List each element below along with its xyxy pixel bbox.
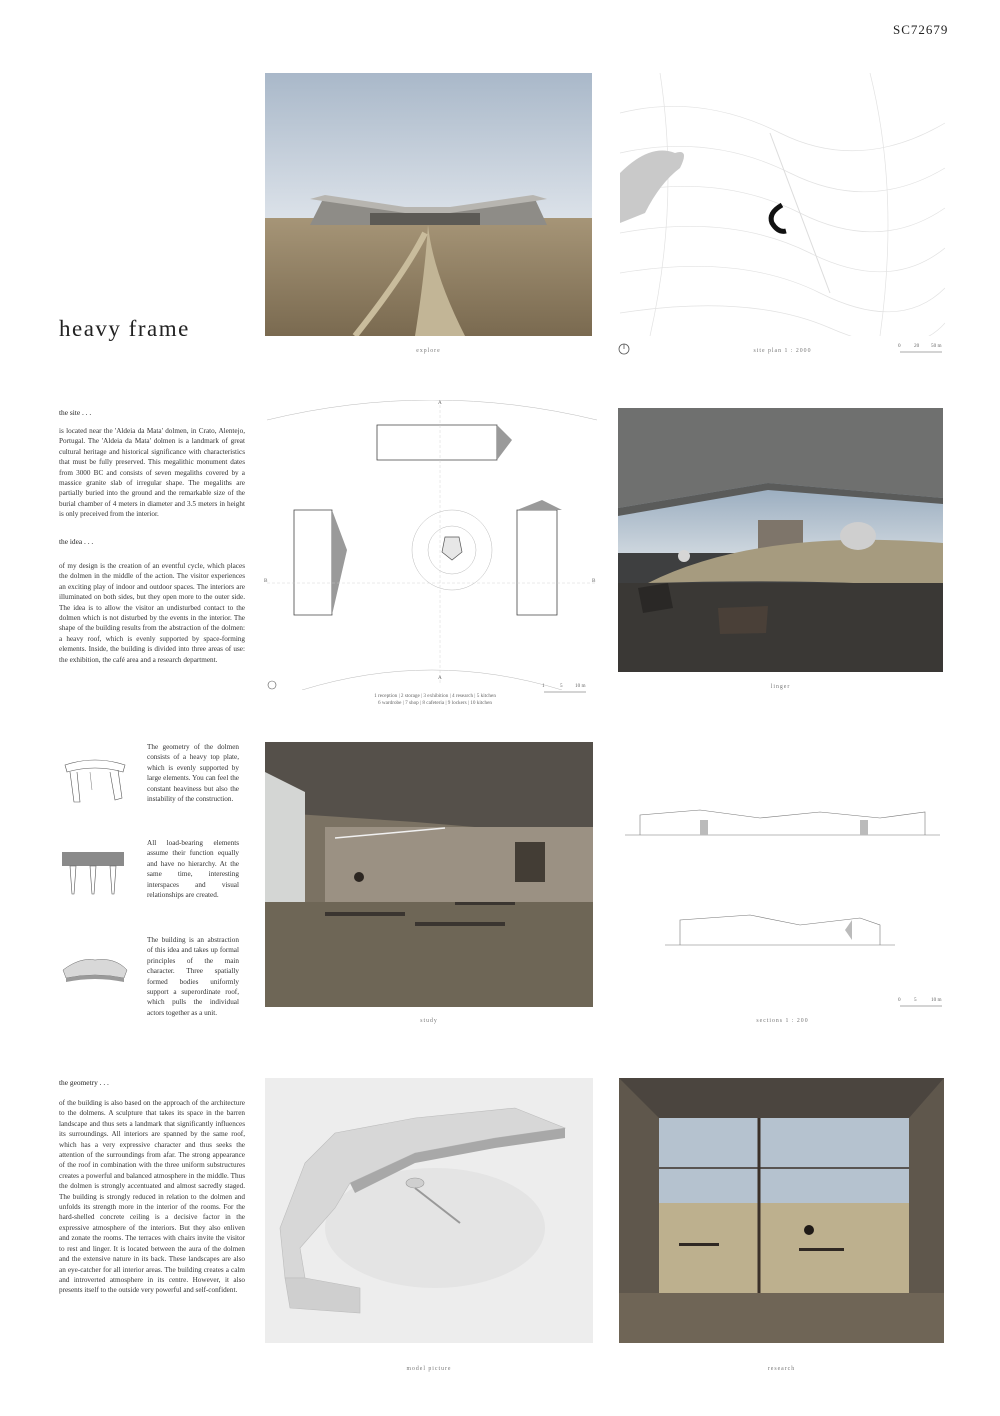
plan-scale-bar (542, 683, 588, 695)
model-caption: model picture (406, 1366, 452, 1372)
sections-scale-10: 10 m (931, 997, 942, 1003)
diagram-text-2: All load-bearing elements assume their function equally and have no hierarchy. At the same time, interesting interspaces and visual relationships are created. (147, 839, 239, 900)
floor-plan-drawing (262, 400, 602, 690)
diagram-text-1: The geometry of the dolmen consists of a heavy top plate, which is evenly supported by large elements. You can feel the constant heaviness but also the instability of the construction. (147, 743, 239, 804)
idea-heading: the idea . . . (59, 537, 94, 546)
site-scale-20: 20 (914, 343, 920, 349)
explore-caption: explore (416, 348, 441, 354)
geometry-heading: the geometry . . . (59, 1078, 109, 1087)
plan-legend-1: 1 reception | 2 storage | 3 exhibition | 4 research | 5 kitchen (374, 693, 496, 699)
north-arrow-icon (618, 343, 630, 355)
site-scale-0: 0 (898, 343, 901, 349)
load-bearing-diagram-icon (60, 850, 126, 896)
site-scale-50: 50 m (931, 343, 942, 349)
site-plan-drawing (620, 73, 945, 336)
study-render (265, 742, 593, 1007)
linger-caption: linger (770, 684, 791, 690)
sections-scale-bar (898, 997, 944, 1009)
site-heading: the site . . . (59, 408, 92, 417)
building-abstraction-icon (60, 952, 130, 986)
explore-render (265, 73, 592, 336)
plan-label-b-right: B (592, 578, 596, 584)
research-render (619, 1078, 944, 1343)
diagram-text-3: The building is an abstraction of this idea and takes up formal principles of the main character. Three spatially formed bodies uniformly support a superordinate roof, which pulls the individual actors together as a unit. (147, 936, 239, 1017)
research-caption: research (767, 1366, 796, 1372)
sections-scale-5: 5 (914, 997, 917, 1003)
project-code: SC72679 (893, 22, 949, 37)
site-scale-bar (898, 343, 944, 355)
plan-scale-10: 10 m (575, 683, 586, 689)
plan-label-a-top: A (438, 400, 442, 406)
site-text: is located near the 'Aldeia da Mata' dolmen, in Crato, Alentejo, Portugal. The 'Aldeia da Mata' dolmen is a landmark of great cultural heritage and historical significance with characteristics that must be fully preserved. This megalithic monument dates from 3000 BC and consists of seven megaliths covered by a massice granite slab of irregular shape. The megaliths are partially buried into the ground and the remarkable size of the burial chamber of 4 meters in diameter and 3.5 meters in height is only preceived from the interior. (59, 427, 245, 519)
dolmen-diagram-icon (60, 750, 130, 810)
plan-scale-1: 1 (542, 683, 545, 689)
model-render (265, 1078, 593, 1343)
sections-scale-0: 0 (898, 997, 901, 1003)
study-caption: study (420, 1018, 438, 1024)
plan-legend-2: 6 wardrobe | 7 shop | 8 cafeteria | 9 lockers | 10 kitchen (377, 700, 493, 706)
sections-drawing (620, 790, 945, 950)
project-title: heavy frame (59, 316, 190, 341)
linger-render (618, 408, 943, 672)
geometry-text: of the building is also based on the approach of the architecture to the dolmens. A sculpture that takes its space in the barren landscape and thus sets a landmark that significantly influences its surroundings. All interiors are spanned by the same roof, which has a very expressive character and thus seeks the attention of the surroundings from afar. The strong appearance of the roof in combination with the three uniform substructures creates a powerful and balanced atmosphere in the middle. Thus the dolmen is strongly accentuated and almost sacredly staged. The building is strongly reduced in relation to the dolmen and unfolds its strength more in the interior of the rooms. For the hard-shelled concrete ceiling is a decisive factor in the expressive atmosphere of the interiors. But they also enliven and zonate the rooms. The terraces with chairs invite the visitor to rest and linger. It is located between the aura of the dolmen and the extensive nature in its back. These landscapes are also an eye-catcher for all interior areas. The building creates a calm and introverted atmosphere in its centre. However, it also presents itself to the outside very powerful and self-confident. (59, 1099, 245, 1295)
site-plan-caption: site plan 1 : 2000 (753, 348, 812, 354)
plan-label-b-left: B (264, 578, 268, 584)
plan-label-a-bottom: A (438, 675, 442, 681)
plan-scale-5: 5 (560, 683, 563, 689)
idea-text: of my design is the creation of an eventful cycle, which places the dolmen in the middle of the action. The visitor experiences an exciting play of indoor and outdoor spaces. The interiors are illuminated on both sides, but they open more to the outer side. The idea is to allow the visitor an undisturbed contact to the dolmen which is not disturbed by the events in the interior. The shape of the building results from the abstraction of the dolmen: a heavy roof, which is evenly supported by space-forming elements. Inside, the building is divided into three areas of use: the exhibition, the café area and a research department. (59, 562, 245, 664)
sections-caption: sections 1 : 200 (756, 1018, 809, 1024)
